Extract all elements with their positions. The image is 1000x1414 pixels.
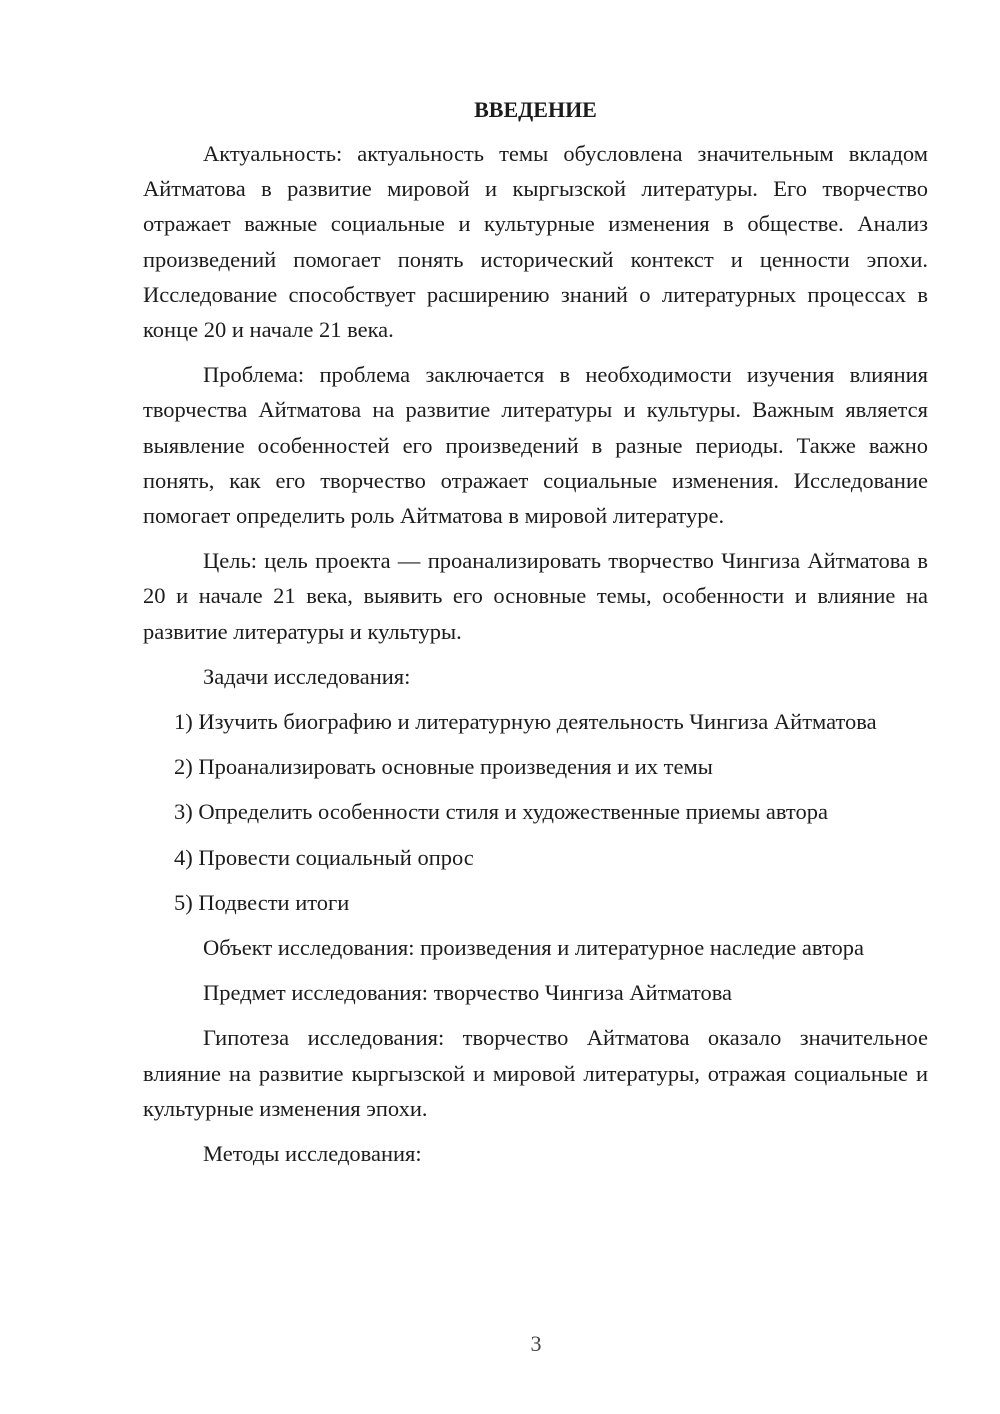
hypothesis-paragraph: Гипотеза исследования: творчество Айтматова оказало значительное влияние на развитие кыргызской и мировой литературы, отражая социальные и культурные изменения эпохи. bbox=[143, 1025, 928, 1121]
page-title: ВВЕДЕНИЕ bbox=[474, 97, 597, 122]
list-item: 1) Изучить биографию и литературную деятельность Чингиза Айтматова bbox=[174, 709, 877, 735]
tasks-heading: Задачи исследования: bbox=[203, 663, 411, 689]
page-number: 3 bbox=[530, 1331, 542, 1356]
methods-heading: Методы исследования: bbox=[203, 1141, 422, 1167]
tasks-list bbox=[143, 704, 928, 920]
list-item: 4) Провести социальный опрос bbox=[174, 844, 474, 870]
problem-paragraph: Проблема: проблема заключается в необходимости изучения влияния творчества Айтматова на развитие литературы и культуры. Важным является выявление особенностей его произведений в разные периоды. Также важно понять, как его творчество отражает социальные изменения. Исследование помогает определить роль Айтматова в мировой литературе. bbox=[143, 362, 928, 529]
object-paragraph: Объект исследования: произведения и литературное наследие автора bbox=[203, 935, 864, 961]
document-page bbox=[143, 92, 928, 1181]
goal-paragraph: Цель: цель проекта — проанализировать творчество Чингиза Айтматова в 20 и начале 21 века, выявить его основные темы, особенности и влияние на развитие литературы и культуры. bbox=[143, 548, 928, 644]
list-item: 5) Подвести итоги bbox=[174, 889, 350, 915]
subject-paragraph: Предмет исследования: творчество Чингиза Айтматова bbox=[203, 980, 733, 1006]
list-item: 2) Проанализировать основные произведения и их темы bbox=[174, 754, 713, 780]
list-item: 3) Определить особенности стиля и художественные приемы автора bbox=[174, 799, 828, 825]
relevance-paragraph: Актуальность: актуальность темы обусловлена значительным вкладом Айтматова в развитие мировой и кыргызской литературы. Его творчество отражает важные социальные и культурные изменения в обществе. Анализ произведений помогает понять исторический контекст и ценности эпохи. Исследование способствует расширению знаний о литературных процессах в конце 20 и начале 21 века. bbox=[143, 141, 928, 343]
